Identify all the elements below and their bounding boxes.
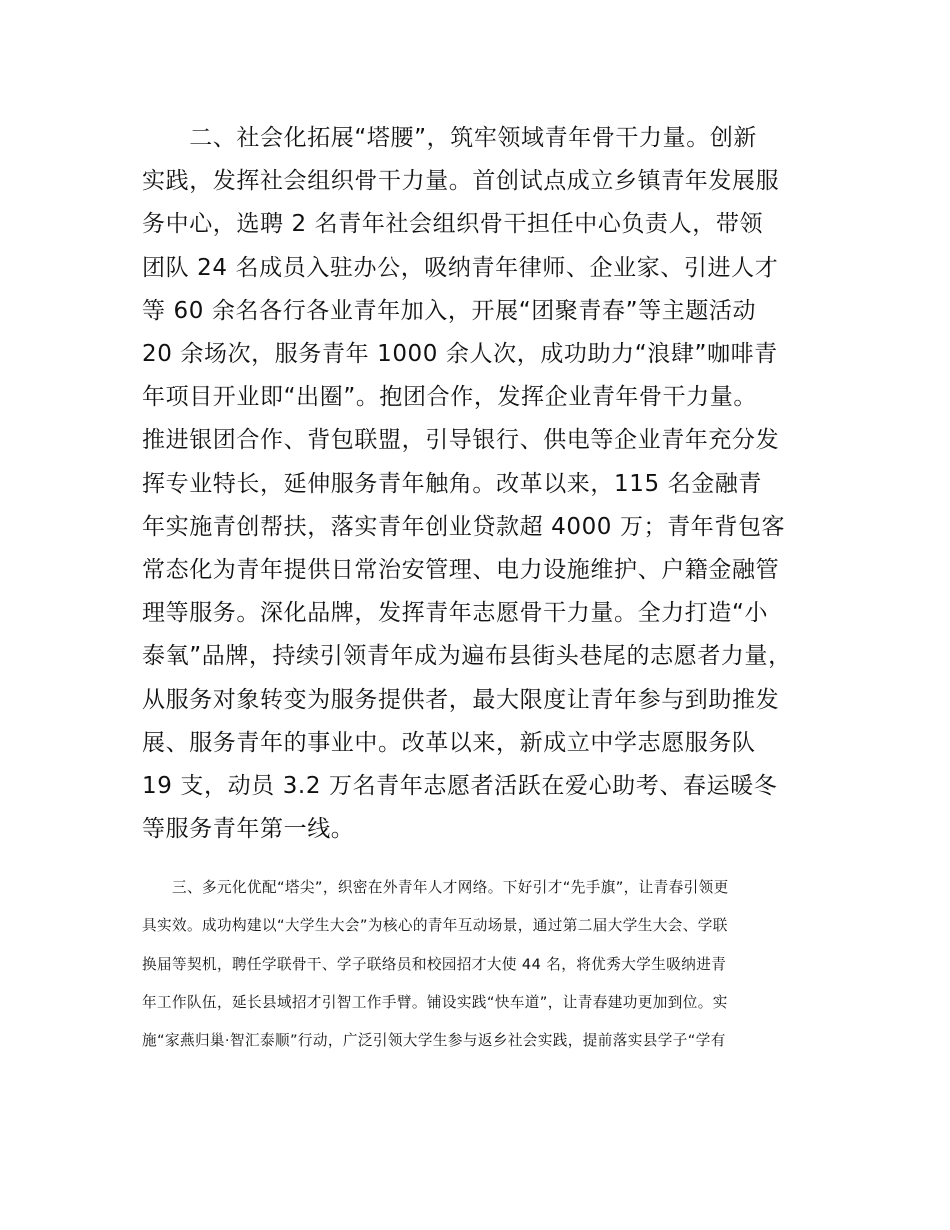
paragraph-line: 团队 24 名成员入驻办公，吸纳青年律师、企业家、引进人才 [142, 254, 779, 281]
paragraph-line: 二、社会化拓展“塔腰”，筑牢领域青年骨干力量。创新 [142, 125, 758, 151]
paragraph-line: 常态化为青年提供日常治安管理、电力设施维护、户籍金融管 [142, 557, 780, 584]
paragraph-line: 20 余场次，服务青年 1000 余人次，成功助力“浪肆”咖啡青 [142, 341, 778, 368]
paragraph-line: 实践，发挥社会组织骨干力量。首创试点成立乡镇青年发展服 [142, 168, 780, 195]
paragraph-line: 三、多元化优配“塔尖”，织密在外青年人才网络。下好引才“先手旗”，让青春引领更 [142, 879, 729, 896]
section-2-paragraph [142, 117, 792, 851]
paragraph-line: 年实施青创帮扶，落实青年创业贷款超 4000 万；青年背包客 [142, 513, 786, 540]
paragraph-line: 等服务青年第一线。 [142, 816, 355, 843]
paragraph-line: 等 60 余名各行各业青年加入，开展“团聚青春”等主题活动 [142, 297, 757, 324]
paragraph-line: 19 支，动员 3.2 万名青年志愿者活跃在爱心助考、春运暖冬 [142, 773, 778, 800]
paragraph-line: 具实效。成功构建以“大学生大会”为核心的青年互动场景，通过第二届大学生大会、学联 [142, 917, 728, 935]
paragraph-line: 展、服务青年的事业中。改革以来，新成立中学志愿服务队 [142, 729, 756, 756]
paragraph-line: 从服务对象转变为服务提供者，最大限度让青年参与到助推发 [142, 686, 780, 713]
paragraph-line: 年工作队伍，延长县域招才引智工作手臂。铺设实践“快车道”，让青春建功更加到位。实 [142, 993, 728, 1011]
paragraph-line: 泰氧”品牌，持续引领青年成为遍布县街头巷尾的志愿者力量， [142, 643, 792, 670]
paragraph-line: 年项目开业即“出圈”。抱团合作，发挥企业青年骨干力量。 [142, 384, 758, 411]
paragraph-line: 换届等契机，聘任学联骨干、学子联络员和校园招才大使 44 名，将优秀大学生吸纳进青 [142, 955, 727, 973]
paragraph-line: 挥专业特长，延伸服务青年触角。改革以来，115 名金融青 [142, 470, 763, 497]
section-3-paragraph [142, 869, 729, 1060]
paragraph-line: 理等服务。深化品牌，发挥青年志愿骨干力量。全力打造“小 [142, 600, 769, 627]
paragraph-line: 推进银团合作、背包联盟，引导银行、供电等企业青年充分发 [142, 427, 780, 454]
paragraph-line: 务中心，选聘 2 名青年社会组织骨干担任中心负责人，带领 [142, 211, 764, 238]
paragraph-line: 施“家燕归巢·智汇泰顺”行动，广泛引领大学生参与返乡社会实践，提前落实县学子“学有 [142, 1032, 726, 1050]
